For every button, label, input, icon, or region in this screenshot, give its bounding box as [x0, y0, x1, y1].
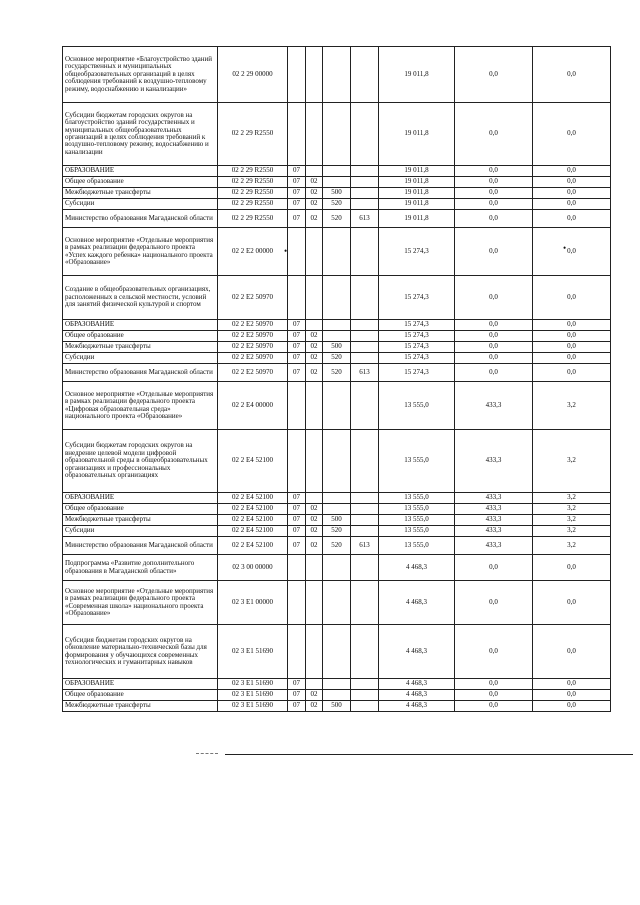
cell-percent-executed: 0,0 [533, 342, 611, 353]
cell-amount-executed: 433,3 [455, 493, 533, 504]
cell-target-code: 02 2 Е4 52100 [218, 526, 288, 537]
cell-percent-executed: 0,0 [533, 679, 611, 690]
cell-expense-type [323, 103, 351, 166]
cell-percent-executed: 0,0 [533, 581, 611, 625]
budget-table [62, 46, 611, 712]
cell-section: 07 [288, 679, 306, 690]
cell-administrator [351, 515, 379, 526]
cell-amount-approved: 19 011,8 [379, 210, 455, 228]
cell-target-code: 02 3 Е1 51690 [218, 690, 288, 701]
cell-expense-type [323, 331, 351, 342]
cell-subsection: 02 [306, 504, 323, 515]
cell-percent-executed: 0,0 [533, 177, 611, 188]
cell-administrator [351, 701, 379, 712]
cell-percent-executed: 0,0 [533, 210, 611, 228]
cell-amount-executed: 0,0 [455, 188, 533, 199]
cell-section [288, 555, 306, 581]
cell-amount-approved: 13 555,0 [379, 493, 455, 504]
cell-name: Общее образование [63, 177, 218, 188]
cell-amount-approved: 15 274,3 [379, 364, 455, 382]
cell-expense-type [323, 382, 351, 430]
cell-target-code: 02 2 29 R2550 [218, 103, 288, 166]
cell-section [288, 228, 306, 276]
cell-expense-type [323, 690, 351, 701]
cell-percent-executed: 0,0 [533, 228, 611, 276]
cell-section [288, 276, 306, 320]
cell-percent-executed: 0,0 [533, 353, 611, 364]
cell-percent-executed: 0,0 [533, 331, 611, 342]
cell-amount-executed: 0,0 [455, 210, 533, 228]
cell-name: Основное мероприятие «Отдельные мероприятия в рамках реализации федерального проекта «Цифровая образовательная среда» национального проекта «Образование» [63, 382, 218, 430]
table-row [63, 701, 611, 712]
cell-expense-type: 520 [323, 526, 351, 537]
cell-section: 07 [288, 701, 306, 712]
cell-section: 07 [288, 353, 306, 364]
cell-percent-executed: 0,0 [533, 690, 611, 701]
cell-amount-approved: 15 274,3 [379, 276, 455, 320]
table-row [63, 210, 611, 228]
cell-section [288, 382, 306, 430]
cell-amount-approved: 19 011,8 [379, 166, 455, 177]
cell-target-code: 02 2 Е4 52100 [218, 537, 288, 555]
cell-subsection [306, 103, 323, 166]
cell-subsection: 02 [306, 364, 323, 382]
cell-subsection: 02 [306, 353, 323, 364]
cell-amount-approved: 13 555,0 [379, 515, 455, 526]
cell-section: 07 [288, 493, 306, 504]
cell-name: Общее образование [63, 331, 218, 342]
cell-administrator [351, 679, 379, 690]
cell-expense-type: 500 [323, 701, 351, 712]
cell-name: Субсидии [63, 526, 218, 537]
cell-amount-approved: 15 274,3 [379, 320, 455, 331]
cell-administrator [351, 504, 379, 515]
cell-amount-approved: 4 468,3 [379, 690, 455, 701]
cell-amount-executed: 0,0 [455, 690, 533, 701]
cell-subsection: 02 [306, 537, 323, 555]
cell-subsection [306, 625, 323, 679]
cell-amount-approved: 4 468,3 [379, 625, 455, 679]
cell-target-code: 02 2 Е2 50970 [218, 353, 288, 364]
cell-subsection: 02 [306, 199, 323, 210]
cell-target-code: 02 2 Е2 50970 [218, 320, 288, 331]
cell-amount-approved: 4 468,3 [379, 701, 455, 712]
cell-name: Министерство образования Магаданской области [63, 364, 218, 382]
cell-name: Министерство образования Магаданской области [63, 537, 218, 555]
cell-percent-executed: 0,0 [533, 364, 611, 382]
cell-section [288, 103, 306, 166]
cell-expense-type [323, 493, 351, 504]
cell-expense-type [323, 555, 351, 581]
cell-administrator [351, 555, 379, 581]
cell-section: 07 [288, 364, 306, 382]
cell-name: Подпрограмма «Развитие дополнительного образования в Магаданской области» [63, 555, 218, 581]
cell-amount-approved: 13 555,0 [379, 382, 455, 430]
cell-expense-type: 500 [323, 188, 351, 199]
cell-administrator [351, 526, 379, 537]
cell-target-code: 02 3 Е1 51690 [218, 701, 288, 712]
cell-target-code: 02 2 Е2 50970 [218, 276, 288, 320]
cell-administrator [351, 320, 379, 331]
cell-name: Министерство образования Магаданской области [63, 210, 218, 228]
cell-percent-executed: 3,2 [533, 515, 611, 526]
cell-name: Субсидии [63, 353, 218, 364]
cell-section: 07 [288, 320, 306, 331]
cell-percent-executed: 3,2 [533, 430, 611, 493]
cell-subsection [306, 493, 323, 504]
cell-expense-type: 500 [323, 342, 351, 353]
cell-amount-approved: 13 555,0 [379, 537, 455, 555]
cell-amount-approved: 15 274,3 [379, 342, 455, 353]
cell-section: 07 [288, 537, 306, 555]
cell-name: ОБРАЗОВАНИЕ [63, 320, 218, 331]
table-row [63, 166, 611, 177]
cell-amount-approved: 15 274,3 [379, 228, 455, 276]
cell-expense-type: 520 [323, 353, 351, 364]
cell-administrator [351, 188, 379, 199]
scan-speck: • [284, 246, 288, 256]
table-row [63, 228, 611, 276]
table-row [63, 188, 611, 199]
cell-subsection [306, 320, 323, 331]
cell-percent-executed: 0,0 [533, 166, 611, 177]
cell-subsection: 02 [306, 690, 323, 701]
cell-target-code: 02 3 00 00000 [218, 555, 288, 581]
cell-amount-executed: 433,3 [455, 430, 533, 493]
cell-section [288, 581, 306, 625]
cell-name: Межбюджетные трансферты [63, 701, 218, 712]
page-bottom-line [225, 754, 633, 755]
table-row [63, 276, 611, 320]
cell-amount-executed: 0,0 [455, 625, 533, 679]
cell-target-code: 02 2 Е2 00000 [218, 228, 288, 276]
cell-percent-executed: 0,0 [533, 199, 611, 210]
cell-amount-executed: 0,0 [455, 199, 533, 210]
cell-amount-approved: 15 274,3 [379, 353, 455, 364]
cell-subsection [306, 47, 323, 103]
cell-name: Основное мероприятие «Отдельные мероприятия в рамках реализации федерального проекта «Современная школа» национального проекта «Образование» [63, 581, 218, 625]
cell-name: Создание в общеобразовательных организациях, расположенных в сельской местности, условий для занятий физической культурой и спортом [63, 276, 218, 320]
scan-dash [196, 753, 218, 754]
cell-expense-type: 520 [323, 537, 351, 555]
cell-amount-approved: 4 468,3 [379, 679, 455, 690]
cell-name: Субсидии бюджетам городских округов на благоустройство зданий государственных и муниципальных общеобразовательных организаций в целях соблюдения требований к воздушно-тепловому режиму, водоснабжению и канализации [63, 103, 218, 166]
cell-expense-type [323, 625, 351, 679]
cell-subsection: 02 [306, 526, 323, 537]
cell-administrator [351, 493, 379, 504]
cell-section: 07 [288, 690, 306, 701]
cell-section: 07 [288, 188, 306, 199]
scan-speck: • [563, 243, 567, 253]
cell-amount-executed: 433,3 [455, 537, 533, 555]
cell-expense-type [323, 276, 351, 320]
table-row [63, 555, 611, 581]
cell-subsection [306, 430, 323, 493]
cell-subsection: 02 [306, 701, 323, 712]
cell-target-code: 02 2 29 R2550 [218, 199, 288, 210]
cell-target-code: 02 3 Е1 51690 [218, 625, 288, 679]
cell-expense-type: 520 [323, 210, 351, 228]
cell-percent-executed: 3,2 [533, 382, 611, 430]
cell-administrator [351, 47, 379, 103]
table-row [63, 581, 611, 625]
cell-administrator [351, 331, 379, 342]
cell-section [288, 430, 306, 493]
cell-section: 07 [288, 331, 306, 342]
cell-amount-executed: 0,0 [455, 47, 533, 103]
cell-subsection [306, 228, 323, 276]
cell-expense-type: 500 [323, 515, 351, 526]
cell-section: 07 [288, 210, 306, 228]
table-row [63, 331, 611, 342]
cell-percent-executed: 3,2 [533, 526, 611, 537]
cell-name: ОБРАЗОВАНИЕ [63, 493, 218, 504]
cell-name: Субсидии бюджетам городских округов на внедрение целевой модели цифровой образовательной среды в общеобразовательных организациях и профессиональных образовательных организациях [63, 430, 218, 493]
table-row [63, 382, 611, 430]
cell-amount-executed: 0,0 [455, 320, 533, 331]
cell-administrator [351, 690, 379, 701]
cell-section: 07 [288, 342, 306, 353]
cell-administrator: 613 [351, 364, 379, 382]
cell-section [288, 47, 306, 103]
cell-percent-executed: 0,0 [533, 188, 611, 199]
cell-target-code: 02 2 Е2 50970 [218, 342, 288, 353]
cell-administrator [351, 581, 379, 625]
cell-administrator: 613 [351, 210, 379, 228]
cell-amount-executed: 0,0 [455, 103, 533, 166]
cell-target-code: 02 2 Е2 50970 [218, 364, 288, 382]
cell-amount-executed: 0,0 [455, 581, 533, 625]
table-row [63, 690, 611, 701]
cell-subsection: 02 [306, 177, 323, 188]
table-row [63, 430, 611, 493]
cell-target-code: 02 2 Е4 00000 [218, 382, 288, 430]
cell-subsection [306, 581, 323, 625]
cell-expense-type [323, 581, 351, 625]
table-row [63, 504, 611, 515]
cell-amount-executed: 0,0 [455, 353, 533, 364]
table-row [63, 103, 611, 166]
cell-amount-executed: 0,0 [455, 177, 533, 188]
cell-name: Основное мероприятие «Отдельные мероприятия в рамках реализации федерального проекта «Успех каждого ребенка» национального проекта «Образование» [63, 228, 218, 276]
cell-subsection: 02 [306, 515, 323, 526]
cell-amount-executed: 0,0 [455, 364, 533, 382]
cell-administrator [351, 342, 379, 353]
cell-subsection: 02 [306, 342, 323, 353]
cell-expense-type [323, 177, 351, 188]
cell-percent-executed: 0,0 [533, 47, 611, 103]
cell-amount-executed: 0,0 [455, 342, 533, 353]
cell-expense-type [323, 320, 351, 331]
cell-amount-approved: 13 555,0 [379, 504, 455, 515]
cell-section: 07 [288, 526, 306, 537]
cell-administrator [351, 625, 379, 679]
table-row [63, 515, 611, 526]
cell-target-code: 02 2 Е4 52100 [218, 515, 288, 526]
table-row [63, 526, 611, 537]
cell-subsection: 02 [306, 188, 323, 199]
cell-target-code: 02 2 Е2 50970 [218, 331, 288, 342]
cell-section: 07 [288, 166, 306, 177]
cell-percent-executed: 0,0 [533, 103, 611, 166]
cell-expense-type [323, 679, 351, 690]
table-row [63, 679, 611, 690]
cell-amount-approved: 19 011,8 [379, 47, 455, 103]
cell-amount-approved: 13 555,0 [379, 430, 455, 493]
cell-administrator [351, 353, 379, 364]
cell-target-code: 02 3 Е1 00000 [218, 581, 288, 625]
table-body [63, 47, 611, 712]
table-row [63, 177, 611, 188]
cell-target-code: 02 2 29 R2550 [218, 177, 288, 188]
table-row [63, 537, 611, 555]
cell-amount-approved: 4 468,3 [379, 581, 455, 625]
cell-amount-executed: 433,3 [455, 526, 533, 537]
cell-expense-type [323, 430, 351, 493]
cell-amount-executed: 0,0 [455, 276, 533, 320]
cell-percent-executed: 0,0 [533, 555, 611, 581]
cell-amount-executed: 0,0 [455, 166, 533, 177]
cell-amount-approved: 4 468,3 [379, 555, 455, 581]
cell-amount-executed: 0,0 [455, 331, 533, 342]
cell-name: Субсидия бюджетам городских округов на обновление материально-технической базы для формирования у обучающихся современных технологических и гуманитарных навыков [63, 625, 218, 679]
cell-name: ОБРАЗОВАНИЕ [63, 166, 218, 177]
cell-section: 07 [288, 515, 306, 526]
cell-section: 07 [288, 177, 306, 188]
cell-amount-executed: 0,0 [455, 701, 533, 712]
cell-expense-type [323, 228, 351, 276]
cell-name: Межбюджетные трансферты [63, 342, 218, 353]
cell-expense-type: 520 [323, 199, 351, 210]
table-row [63, 625, 611, 679]
cell-amount-approved: 19 011,8 [379, 177, 455, 188]
cell-section: 07 [288, 199, 306, 210]
cell-target-code: 02 2 Е4 52100 [218, 493, 288, 504]
table-row [63, 364, 611, 382]
cell-amount-approved: 19 011,8 [379, 103, 455, 166]
cell-subsection [306, 276, 323, 320]
cell-amount-approved: 15 274,3 [379, 331, 455, 342]
cell-subsection [306, 166, 323, 177]
cell-percent-executed: 0,0 [533, 276, 611, 320]
cell-target-code: 02 2 29 R2550 [218, 188, 288, 199]
cell-administrator: 613 [351, 537, 379, 555]
table-row [63, 493, 611, 504]
cell-administrator [351, 430, 379, 493]
cell-amount-approved: 19 011,8 [379, 199, 455, 210]
cell-target-code: 02 3 Е1 51690 [218, 679, 288, 690]
table-row [63, 320, 611, 331]
cell-expense-type [323, 504, 351, 515]
cell-percent-executed: 0,0 [533, 625, 611, 679]
cell-amount-executed: 433,3 [455, 382, 533, 430]
cell-target-code: 02 2 29 00000 [218, 47, 288, 103]
cell-expense-type [323, 166, 351, 177]
cell-target-code: 02 2 29 R2550 [218, 166, 288, 177]
cell-administrator [351, 276, 379, 320]
cell-name: Основное мероприятие «Благоустройство зданий государственных и муниципальных общеобразовательных организаций в целях соблюдения требований к воздушно-тепловому режиму, водоснабжению и канализации» [63, 47, 218, 103]
cell-subsection [306, 382, 323, 430]
cell-amount-executed: 0,0 [455, 555, 533, 581]
cell-administrator [351, 382, 379, 430]
cell-amount-executed: 433,3 [455, 504, 533, 515]
cell-percent-executed: 3,2 [533, 493, 611, 504]
cell-name: Межбюджетные трансферты [63, 515, 218, 526]
cell-amount-executed: 0,0 [455, 228, 533, 276]
cell-name: ОБРАЗОВАНИЕ [63, 679, 218, 690]
cell-subsection [306, 555, 323, 581]
cell-name: Субсидии [63, 199, 218, 210]
cell-name: Общее образование [63, 690, 218, 701]
cell-section [288, 625, 306, 679]
cell-amount-approved: 13 555,0 [379, 526, 455, 537]
table-row [63, 342, 611, 353]
table-row [63, 353, 611, 364]
cell-administrator [351, 166, 379, 177]
cell-target-code: 02 2 29 R2550 [218, 210, 288, 228]
cell-percent-executed: 3,2 [533, 537, 611, 555]
cell-section: 07 [288, 504, 306, 515]
cell-target-code: 02 2 Е4 52100 [218, 504, 288, 515]
cell-name: Межбюджетные трансферты [63, 188, 218, 199]
cell-amount-executed: 0,0 [455, 679, 533, 690]
cell-administrator [351, 103, 379, 166]
cell-percent-executed: 0,0 [533, 320, 611, 331]
cell-administrator [351, 177, 379, 188]
cell-target-code: 02 2 Е4 52100 [218, 430, 288, 493]
cell-expense-type: 520 [323, 364, 351, 382]
cell-subsection [306, 679, 323, 690]
cell-administrator [351, 228, 379, 276]
cell-amount-approved: 19 011,8 [379, 188, 455, 199]
cell-subsection: 02 [306, 331, 323, 342]
cell-name: Общее образование [63, 504, 218, 515]
cell-administrator [351, 199, 379, 210]
cell-percent-executed: 3,2 [533, 504, 611, 515]
table-row [63, 47, 611, 103]
cell-subsection: 02 [306, 210, 323, 228]
table-row [63, 199, 611, 210]
cell-expense-type [323, 47, 351, 103]
cell-percent-executed: 0,0 [533, 701, 611, 712]
cell-amount-executed: 433,3 [455, 515, 533, 526]
